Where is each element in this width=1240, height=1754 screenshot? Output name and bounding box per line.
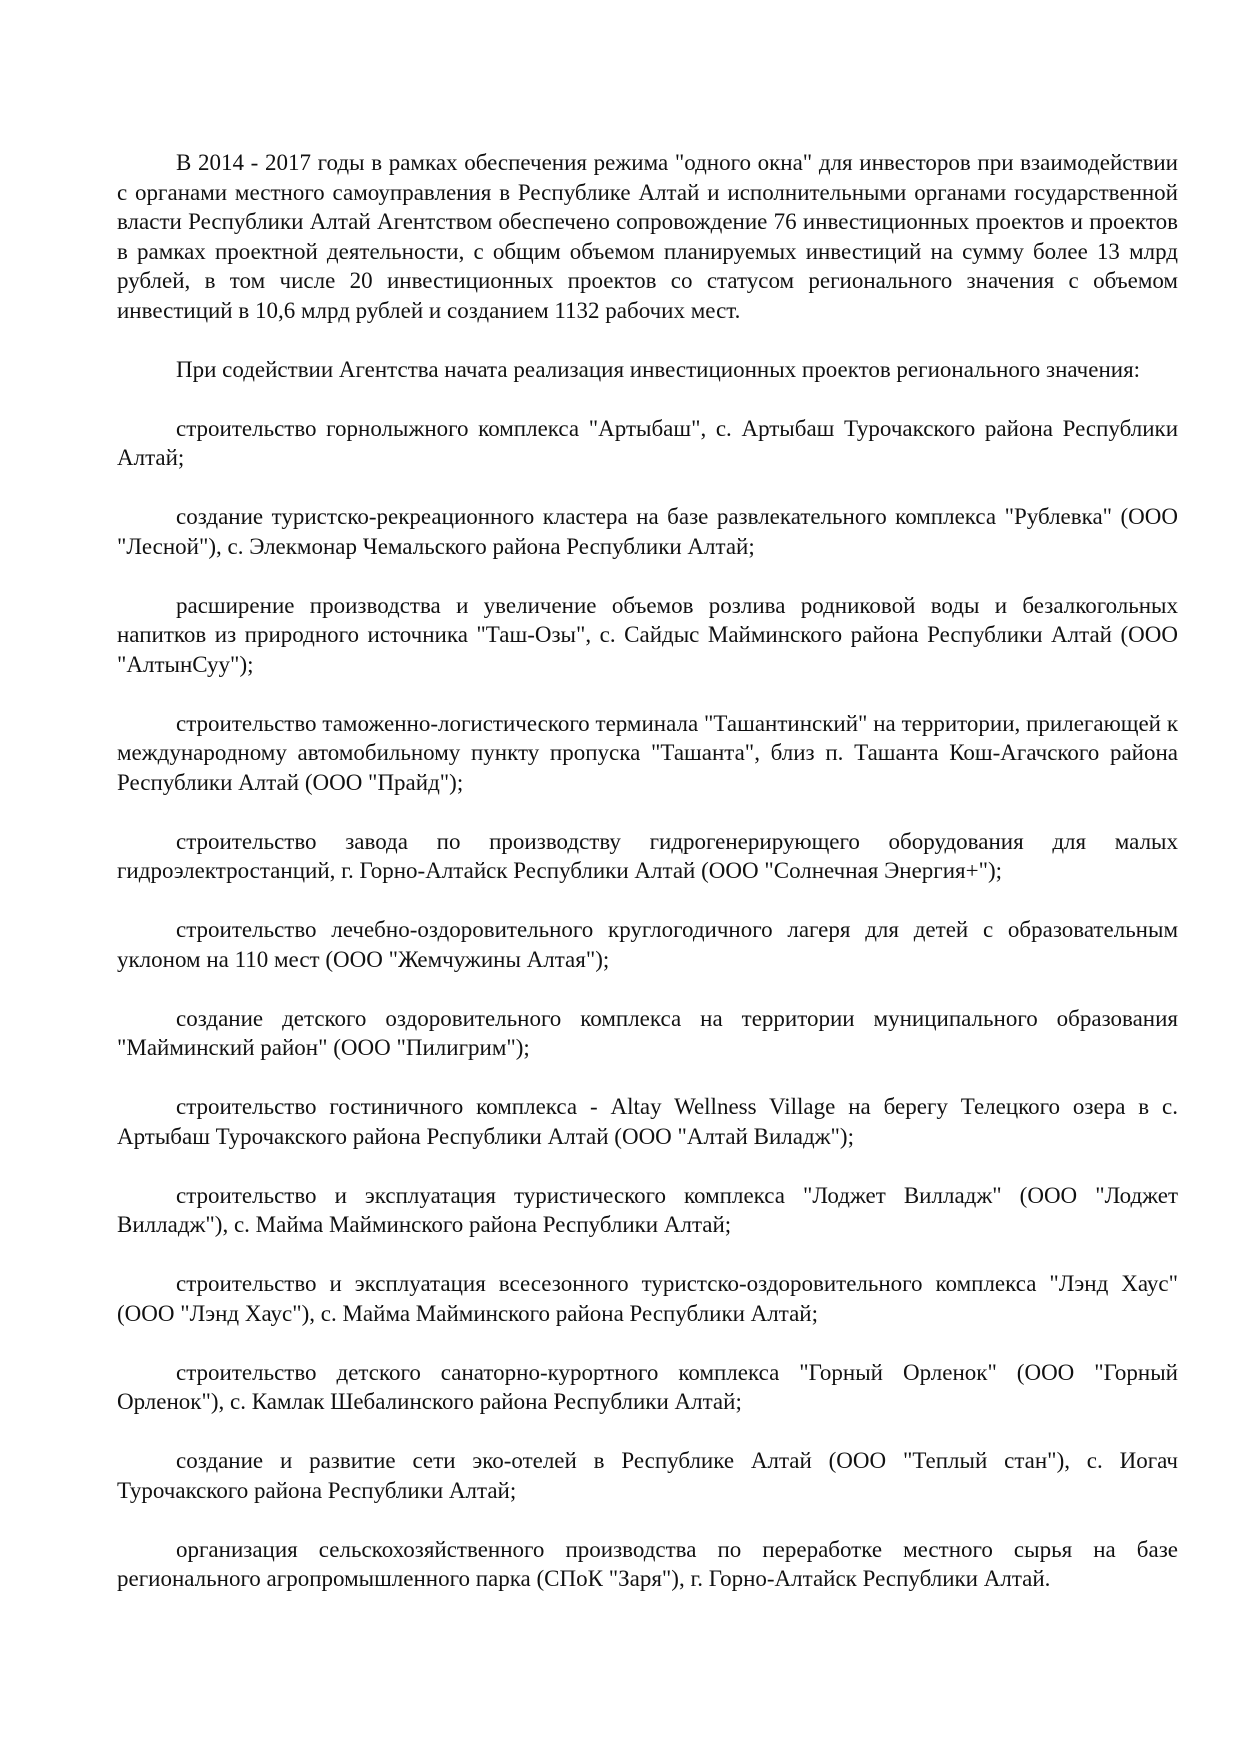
project-item-children-camp: строительство лечебно-оздоровительного круглогодичного лагеря для детей с образовательным уклоном на 110 мест (ООО "Жемчужины Алтая");: [117, 917, 1178, 972]
project-item-tashanta-terminal: строительство таможенно-логистического терминала "Ташантинский" на территории, прилегающей к международному автомобильному пункту пропуска "Ташанта", близ п. Ташанта Кош-Агачского района Республики Алтай (ООО "Прайд");: [117, 710, 1178, 795]
project-item-rublevka: создание туристско-рекреационного кластера на базе развлекательного комплекса "Рублевка" (ООО "Лесной"), с. Элекмонар Чемальского района Республики Алтай;: [117, 504, 1178, 559]
project-item-tash-ozy: расширение производства и увеличение объемов розлива родниковой воды и безалкогольных напитков из природного источника "Таш-Озы", с. Сайдыс Майминского района Республики Алтай (ООО "АлтынСуу");: [117, 592, 1178, 677]
document-page: [117, 148, 1178, 1594]
project-item-land-house: строительство и эксплуатация всесезонного туристско-оздоровительного комплекса "Лэнд Хаус" (ООО "Лэнд Хаус"), с. Майма Майминского района Республики Алтай;: [117, 1271, 1178, 1326]
project-item-artybash-ski: строительство горнолыжного комплекса "Артыбаш", с. Артыбаш Турочакского района Республики Алтай;: [117, 415, 1178, 470]
project-item-lodget-village: строительство и эксплуатация туристического комплекса "Лоджет Вилладж" (ООО "Лоджет Вилладж"), с. Майма Майминского района Республики Алтай;: [117, 1182, 1178, 1237]
project-item-gorny-orlenok: строительство детского санаторно-курортного комплекса "Горный Орленок" (ООО "Горный Орленок"), с. Камлак Шебалинского района Республики Алтай;: [117, 1359, 1178, 1414]
intro-paragraph: В 2014 - 2017 годы в рамках обеспечения режима "одного окна" для инвесторов при взаимодействии с органами местного самоуправления в Республике Алтай и исполнительными органами государственной власти Республики Алтай Агентством обеспечено сопровождение 76 инвестиционных проектов и проектов в рамках проектной деятельности, с общим объемом планируемых инвестиций на сумму более 13 млрд рублей, в том числе 20 инвестиционных проектов со статусом регионального значения с объемом инвестиций в 10,6 млрд рублей и созданием 1132 рабочих мест.: [117, 150, 1178, 323]
project-item-piligrim: создание детского оздоровительного комплекса на территории муниципального образования "Майминский район" (ООО "Пилигрим");: [117, 1005, 1178, 1060]
project-item-altay-wellness: строительство гостиничного комплекса - Altay Wellness Village на берегу Телецкого озера в с. Артыбаш Турочакского района Республики Алтай (ООО "Алтай Виладж");: [117, 1094, 1178, 1149]
project-item-hydro-plant: строительство завода по производству гидрогенерирующего оборудования для малых гидроэлектростанций, г. Горно-Алтайск Республики Алтай (ООО "Солнечная Энергия+");: [117, 828, 1178, 883]
project-item-agro-park: организация сельскохозяйственного производства по переработке местного сырья на базе регионального агропромышленного парка (СПоК "Заря"), г. Горно-Алтайск Республики Алтай.: [117, 1536, 1178, 1591]
list-lead-paragraph: При содействии Агентства начата реализация инвестиционных проектов регионального значения:: [176, 356, 1141, 382]
project-item-eco-hotels: создание и развитие сети эко-отелей в Республике Алтай (ООО "Теплый стан"), с. Иогач Турочакского района Республики Алтай;: [117, 1448, 1178, 1503]
